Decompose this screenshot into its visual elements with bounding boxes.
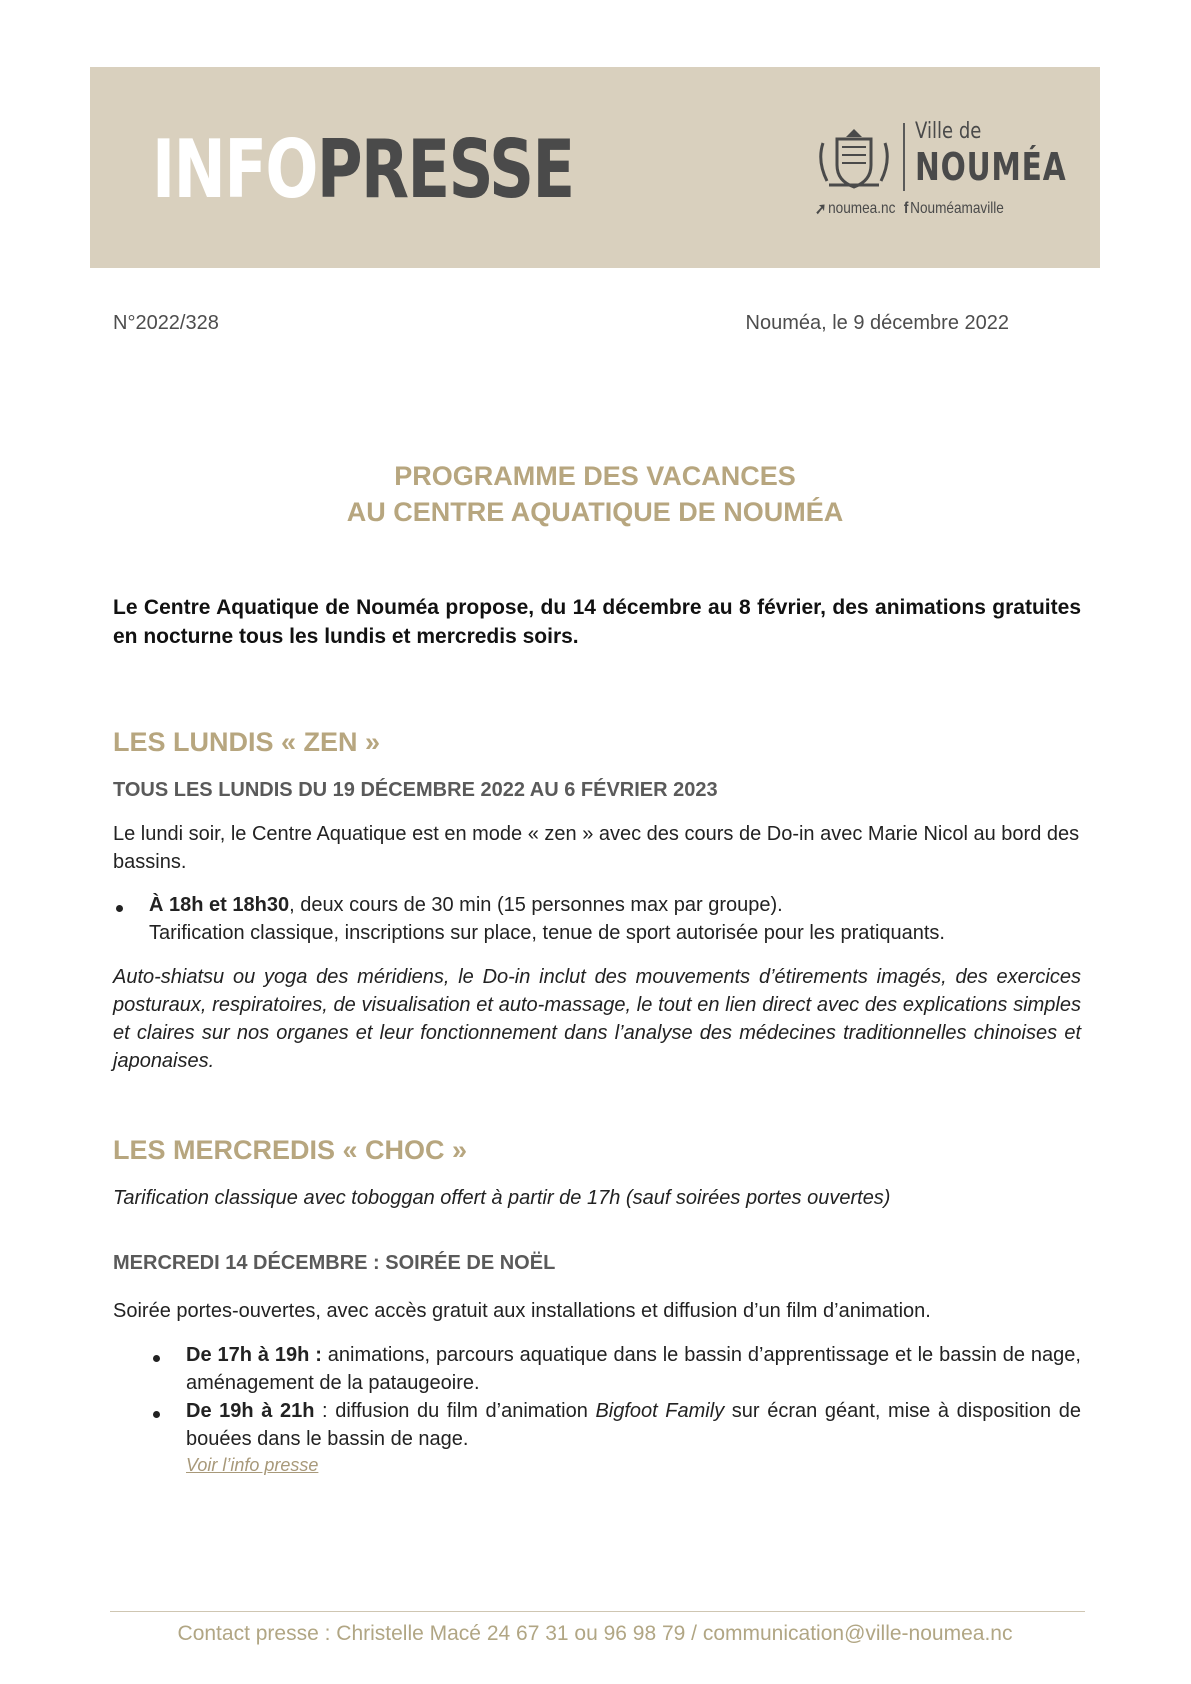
monday-bullet-text: , deux cours de 30 min (15 personnes max par groupe). (289, 894, 783, 916)
wednesday-subheading: MERCREDI 14 DÉCEMBRE : SOIRÉE DE NOËL (113, 1252, 556, 1274)
monday-bullet (149, 891, 1081, 947)
bullet2-time: De 19h à 21h (186, 1400, 315, 1422)
monday-heading: LES LUNDIS « ZEN » (113, 727, 381, 757)
bullet-dot (153, 1355, 160, 1362)
monday-intro: Le lundi soir, le Centre Aquatique est en mode « zen » avec des cours de Do-in avec Marie Nicol au bord des bassins. (113, 823, 1080, 873)
document-title-line1: PROGRAMME DES VACANCES (394, 461, 796, 491)
wednesday-heading: LES MERCREDIS « CHOC » (113, 1135, 468, 1165)
info-presse-link[interactable]: Voir l’info presse (186, 1455, 319, 1475)
lead-paragraph: Le Centre Aquatique de Nouméa propose, du 14 décembre au 8 février, des animations gratuites en nocturne tous les lundis et mercredis soirs. (113, 596, 1081, 648)
do-in-description: Auto-shiatsu ou yoga des méridiens, le Do-in inclut des mouvements d’étirements imagés, des exercices posturaux, respiratoires, de visualisation et auto-massage, le tout en lien direct avec des explications simples et claires sur nos organes et leur fonctionnement dans l’analyse des médecines traditionnelles chinoises et japonaises. (113, 966, 1081, 1072)
press-release-number: N°2022/328 (113, 312, 219, 334)
arrow-icon: ➚ (815, 201, 827, 218)
bullet-dot (153, 1411, 160, 1418)
document-title-line2: AU CENTRE AQUATIQUE DE NOUMÉA (346, 497, 844, 527)
ville-de-noumea-logo (815, 117, 1075, 227)
city-crest-icon (815, 125, 893, 193)
site-link[interactable]: noumea.nc (828, 200, 896, 217)
wordmark-info: INFO (152, 123, 317, 216)
wednesday-note: Tarification classique avec toboggan offert à partir de 17h (sauf soirées portes ouvertes) (113, 1187, 891, 1209)
facebook-link[interactable]: Nouméamaville (910, 200, 1004, 217)
monday-bullet-time: À 18h et 18h30 (149, 894, 290, 916)
film-title: Bigfoot Family (595, 1400, 725, 1422)
wednesday-intro: Soirée portes-ouvertes, avec accès gratuit aux installations et diffusion d’un film d’animation. (113, 1300, 931, 1322)
wednesday-bullet-1 (186, 1341, 1081, 1397)
wednesday-bullet-2 (186, 1397, 1081, 1453)
header-banner (90, 67, 1100, 268)
release-date: Nouméa, le 9 décembre 2022 (745, 312, 1009, 334)
info-presse-wordmark (152, 125, 574, 215)
monday-bullet-line2: Tarification classique, inscriptions sur place, tenue de sport autorisée pour les pratiquants. (149, 922, 945, 944)
bullet2-text-a: : diffusion du film d’animation (314, 1400, 596, 1422)
social-links (815, 199, 1004, 219)
bullet1-time: De 17h à 19h : (186, 1344, 322, 1366)
logo-ville-de: Ville de (915, 119, 982, 144)
monday-subheading: TOUS LES LUNDIS DU 19 DÉCEMBRE 2022 AU 6 FÉVRIER 2023 (113, 779, 718, 801)
wordmark-presse: PRESSE (316, 123, 574, 216)
bullet1-text: animations, parcours aquatique dans le bassin d’apprentissage et le bassin de nage, aménagement de la pataugeoire. (186, 1344, 1081, 1394)
facebook-icon: f (903, 200, 909, 217)
bullet-dot (116, 905, 123, 912)
logo-separator (903, 123, 905, 191)
bullet2-text-b: sur écran géant, mise à disposition de bouées dans le bassin de nage. (186, 1400, 1081, 1450)
logo-noumea: NOUMÉA (915, 145, 1067, 189)
press-contact: Contact presse : Christelle Macé 24 67 31 ou 96 98 79 / communication@ville-noumea.nc (177, 1622, 1013, 1645)
footer-divider (110, 1611, 1085, 1612)
